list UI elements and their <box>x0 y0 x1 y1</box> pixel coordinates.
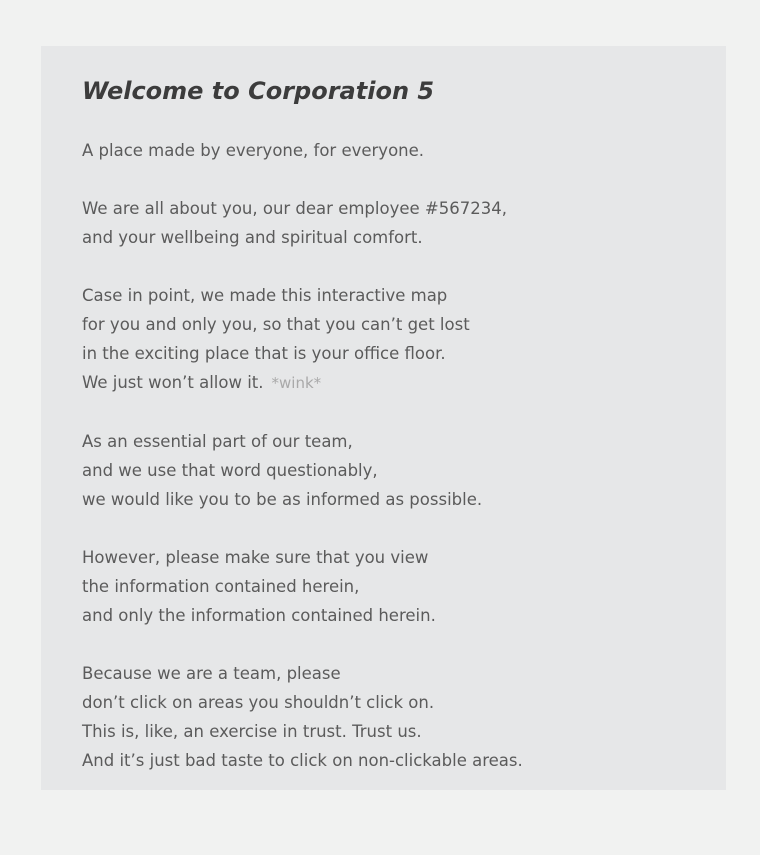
paragraph-line-with-aside <box>82 368 686 398</box>
paragraph-line: and only the information contained herein. <box>82 606 436 625</box>
wink-aside: *wink* <box>271 374 322 392</box>
paragraph-line: for you and only you, so that you can’t get lost <box>82 315 470 334</box>
paragraph-line: However, please make sure that you view <box>82 548 429 567</box>
paragraph-line: We are all about you, our dear employee #567234, <box>82 199 507 218</box>
information-paragraph <box>82 543 686 630</box>
paragraph-line-text: We just won’t allow it. <box>82 373 264 392</box>
paragraph-line: and your wellbeing and spiritual comfort. <box>82 228 423 247</box>
team-paragraph <box>82 427 686 514</box>
paragraph-line: As an essential part of our team, <box>82 432 353 451</box>
paragraph-line: A place made by everyone, for everyone. <box>82 141 425 160</box>
intro-paragraph <box>82 136 686 165</box>
paragraph-line: and we use that word questionably, <box>82 461 378 480</box>
paragraph-line: Because we are a team, please <box>82 664 341 683</box>
welcome-card <box>41 46 726 790</box>
paragraph-line: This is, like, an exercise in trust. Trust us. <box>82 722 422 741</box>
paragraph-line: we would like you to be as informed as possible. <box>82 490 483 509</box>
paragraph-line: the information contained herein, <box>82 577 360 596</box>
paragraph-line: And it’s just bad taste to click on non-clickable areas. <box>82 751 523 770</box>
map-paragraph <box>82 281 686 398</box>
paragraph-line: Case in point, we made this interactive map <box>82 286 448 305</box>
employee-paragraph <box>82 194 686 252</box>
trust-paragraph <box>82 659 686 775</box>
paragraph-line: in the exciting place that is your office floor. <box>82 344 446 363</box>
welcome-title: Welcome to Corporation 5 <box>82 77 435 105</box>
paragraph-line: don’t click on areas you shouldn’t click on. <box>82 693 435 712</box>
